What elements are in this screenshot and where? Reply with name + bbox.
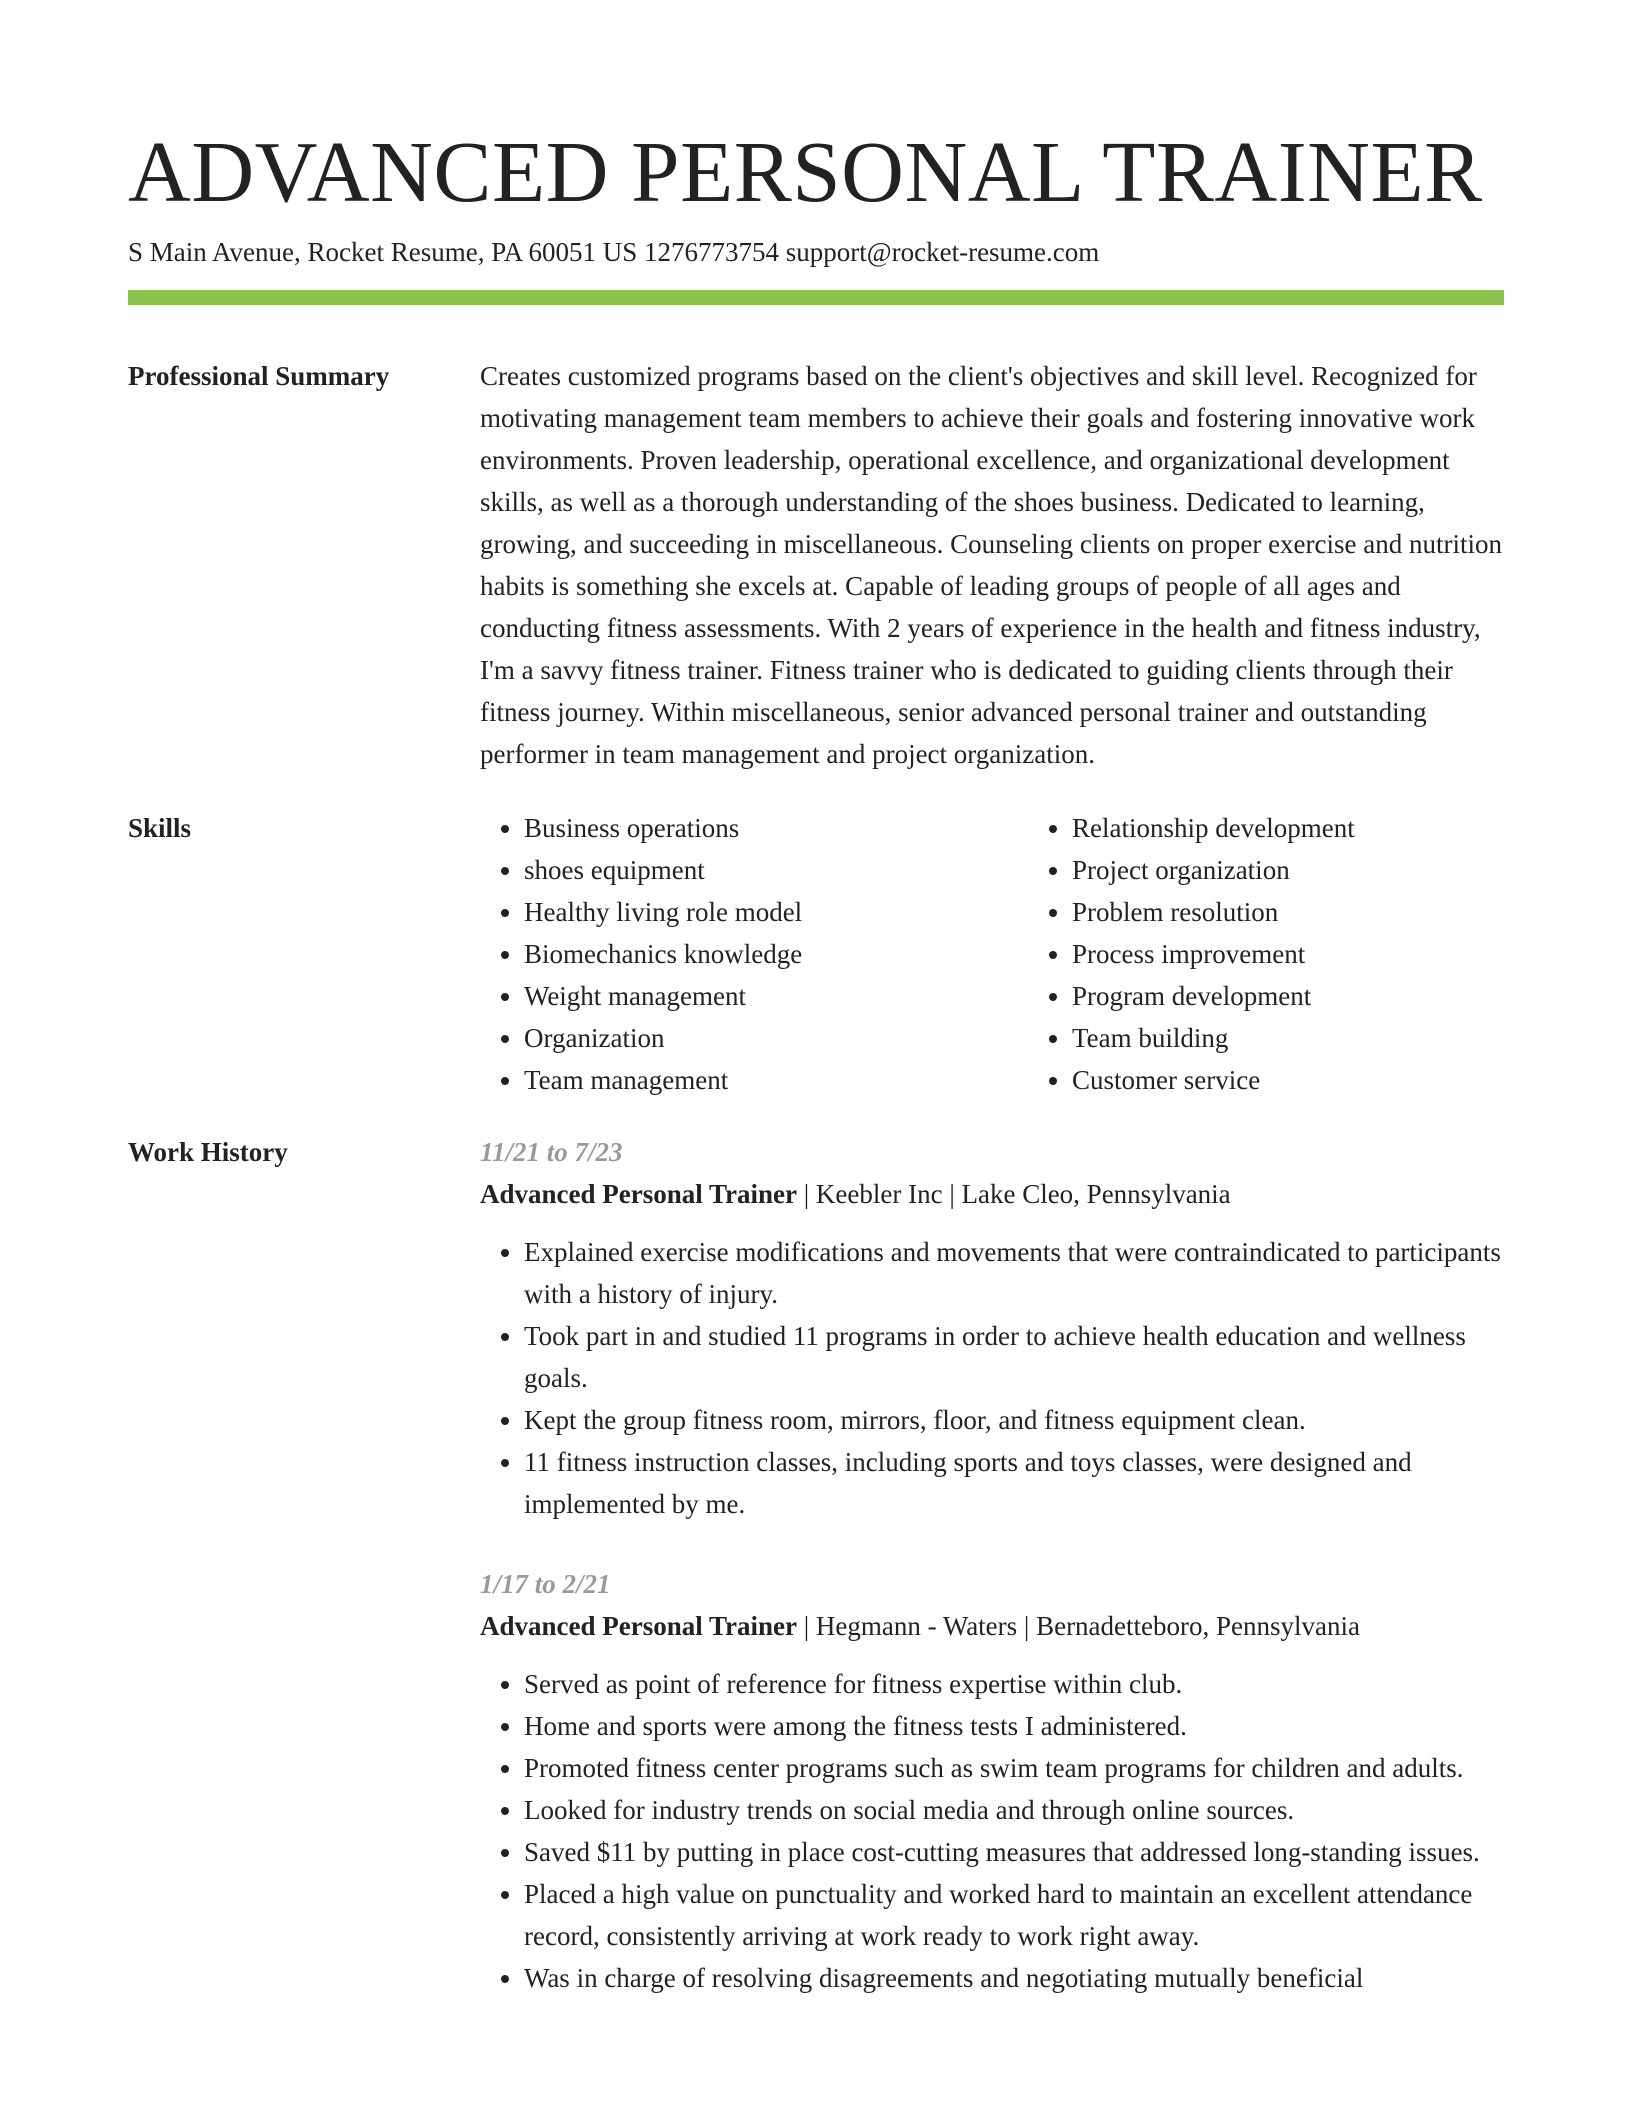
- job-bullet-list: [480, 1231, 1504, 1525]
- skill-item: • Organization: [524, 1017, 1028, 1059]
- job-bullet: • Placed a high value on punctuality and worked hard to maintain an excellent attendance record, consistently arriving at work ready to work right away.: [524, 1873, 1504, 1957]
- job-title: Advanced Personal Trainer: [480, 1179, 797, 1209]
- section-label-summary: Professional Summary: [128, 361, 390, 391]
- resume-page: [128, 0, 1504, 2037]
- skill-item: • Project organization: [1072, 849, 1576, 891]
- skill-item: • shoes equipment: [524, 849, 1028, 891]
- job-bullet: • Took part in and studied 11 programs in order to achieve health education and wellness goals.: [524, 1315, 1504, 1399]
- job-dates: 11/21 to 7/23: [480, 1137, 623, 1167]
- skill-item: • Problem resolution: [1072, 891, 1576, 933]
- skill-item: • Business operations: [524, 807, 1028, 849]
- job-bullet: • Promoted fitness center programs such as swim team programs for children and adults.: [524, 1747, 1504, 1789]
- job-bullet: • Looked for industry trends on social media and through online sources.: [524, 1789, 1504, 1831]
- summary-text: Creates customized programs based on the client's objectives and skill level. Recognized for motivating management team members to achieve their goals and fostering innovative work environments. Proven leadership, operational excellence, and organizational development skills, as well as a thorough understanding of the shoes business. Dedicated to learning, growing, and succeeding in miscellaneous. Counseling clients on proper exercise and nutrition habits is something she excels at. Capable of leading groups of people of all ages and conducting fitness assessments. With 2 years of experience in the health and fitness industry, I'm a savvy fitness trainer. Fitness trainer who is dedicated to guiding clients through their fitness journey. Within miscellaneous, senior advanced personal trainer and outstanding performer in team management and project organization.: [480, 361, 1502, 769]
- job-bullet: • Served as point of reference for fitness expertise within club.: [524, 1663, 1504, 1705]
- skill-item: • Weight management: [524, 975, 1028, 1017]
- job-bullet: • 11 fitness instruction classes, including sports and toys classes, were designed and implemented by me.: [524, 1441, 1504, 1525]
- job-entry: [480, 1131, 1504, 1525]
- skill-item: • Relationship development: [1072, 807, 1576, 849]
- job-details: | Hegmann - Waters | Bernadetteboro, Pennsylvania: [797, 1611, 1360, 1641]
- job-bullet: • Explained exercise modifications and movements that were contraindicated to participants with a history of injury.: [524, 1231, 1504, 1315]
- skills-list-right: [1028, 807, 1576, 1101]
- job-dates: 1/17 to 2/21: [480, 1569, 611, 1599]
- job-bullet: • Was in charge of resolving disagreements and negotiating mutually beneficial: [524, 1957, 1504, 1999]
- job-bullet: • Home and sports were among the fitness tests I administered.: [524, 1705, 1504, 1747]
- skill-item: • Process improvement: [1072, 933, 1576, 975]
- resume-title: ADVANCED PERSONAL TRAINER: [128, 123, 1483, 220]
- contact-line: S Main Avenue, Rocket Resume, PA 60051 US 1276773754 support@rocket-resume.com: [128, 237, 1100, 267]
- skill-item: • Team management: [524, 1059, 1028, 1101]
- skill-item: • Program development: [1072, 975, 1576, 1017]
- skill-item: • Customer service: [1072, 1059, 1576, 1101]
- section-label-skills: Skills: [128, 813, 192, 843]
- job-heading: [480, 1605, 1504, 1647]
- job-bullet: • Saved $11 by putting in place cost-cutting measures that addressed long-standing issues.: [524, 1831, 1504, 1873]
- job-details: | Keebler Inc | Lake Cleo, Pennsylvania: [797, 1179, 1231, 1209]
- skill-item: • Biomechanics knowledge: [524, 933, 1028, 975]
- job-bullet-list: [480, 1663, 1504, 1999]
- skill-item: • Healthy living role model: [524, 891, 1028, 933]
- skills-list-left: [480, 807, 1028, 1101]
- job-entry: [480, 1563, 1504, 1999]
- job-bullet: • Kept the group fitness room, mirrors, floor, and fitness equipment clean.: [524, 1399, 1504, 1441]
- job-heading: [480, 1173, 1504, 1215]
- skills-section: [128, 807, 1504, 1101]
- header-accent-rule: [128, 290, 1504, 305]
- work-history-section: [128, 1131, 1504, 2037]
- section-label-work: Work History: [128, 1137, 288, 1167]
- skill-item: • Team building: [1072, 1017, 1576, 1059]
- professional-summary-section: [128, 355, 1504, 775]
- job-title: Advanced Personal Trainer: [480, 1611, 797, 1641]
- skills-columns: [480, 807, 1576, 1101]
